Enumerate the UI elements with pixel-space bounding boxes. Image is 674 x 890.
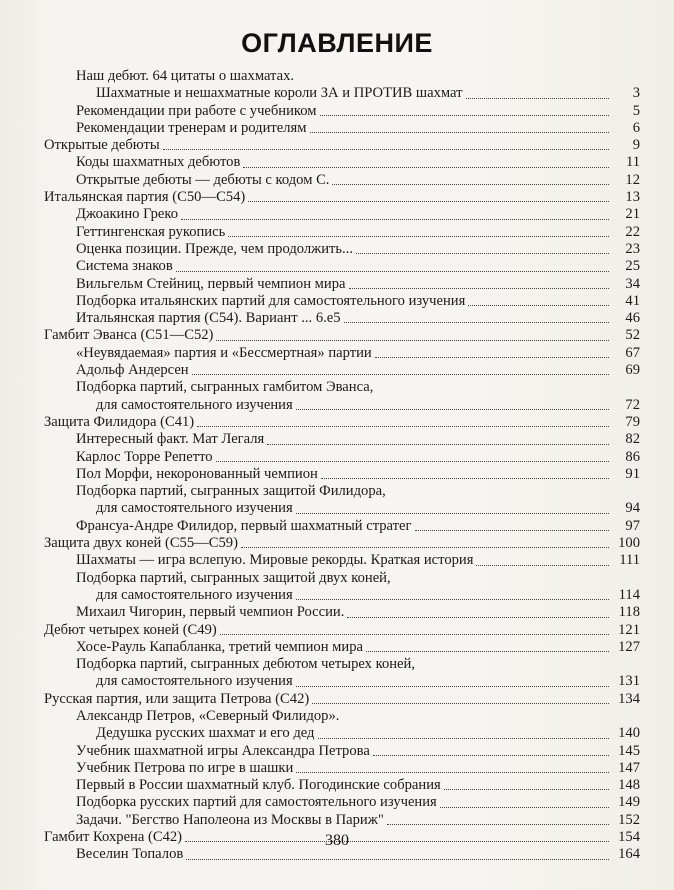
toc-entry bbox=[44, 379, 640, 396]
toc-entry bbox=[44, 639, 640, 656]
toc-entry-page: 127 bbox=[618, 638, 640, 655]
toc-entry-title: Оценка позиции. Прежде, чем продолжить... bbox=[76, 240, 354, 257]
toc-entry-title: для самостоятельного изучения bbox=[96, 586, 293, 603]
dot-leader bbox=[216, 340, 609, 341]
dot-leader bbox=[387, 824, 609, 825]
dot-leader bbox=[197, 426, 609, 427]
toc-entry-title: Учебник шахматной игры Александра Петрова bbox=[76, 742, 370, 759]
toc-entry-title: Карлос Торре Репетто bbox=[76, 448, 213, 465]
toc-entry-page: 41 bbox=[625, 292, 640, 309]
dot-leader bbox=[321, 478, 609, 479]
toc-entry-title: Веселин Топалов bbox=[76, 846, 184, 863]
dot-leader bbox=[347, 617, 609, 618]
toc-entry bbox=[44, 656, 640, 673]
toc-entry-title: Подборка партий, сыгранных защитой двух коней, bbox=[76, 569, 391, 586]
toc-entry-page: 100 bbox=[618, 535, 640, 552]
toc-entry-page: 149 bbox=[618, 794, 640, 811]
toc-entry-title: Итальянская партия (С54). Вариант ... 6.е5 bbox=[76, 310, 341, 327]
dot-leader bbox=[349, 288, 610, 289]
toc-entry bbox=[44, 241, 640, 258]
toc-entry-page: 12 bbox=[625, 171, 640, 188]
dot-leader bbox=[220, 634, 609, 635]
toc-entry bbox=[44, 812, 640, 829]
dot-leader bbox=[176, 271, 609, 272]
toc-entry-page: 6 bbox=[632, 119, 640, 136]
toc-entry-title: Дедушка русских шахмат и его дед bbox=[96, 725, 315, 742]
dot-leader bbox=[440, 807, 609, 808]
toc-entry-title: Интересный факт. Мат Легаля bbox=[76, 431, 265, 448]
toc-entry bbox=[44, 587, 640, 604]
toc-entry bbox=[44, 345, 640, 362]
toc-entry-page: 94 bbox=[625, 500, 640, 517]
toc-entry-title: Шахматные и нешахматные короли ЗА и ПРОТИВ шахмат bbox=[96, 85, 463, 102]
toc-entry-title: для самостоятельного изучения bbox=[96, 673, 293, 690]
dot-leader bbox=[476, 565, 609, 566]
toc-entry-title: Гамбит Эванса (С51—С52) bbox=[44, 327, 214, 344]
toc-entry-page: 3 bbox=[632, 85, 640, 102]
toc-entry bbox=[44, 327, 640, 344]
page-number: 380 bbox=[325, 832, 349, 849]
toc-entry-title: Геттингенская рукопись bbox=[76, 223, 226, 240]
dot-leader bbox=[243, 167, 609, 168]
toc-entry-page: 13 bbox=[625, 189, 640, 206]
toc-entry-title: «Неувядаемая» партия и «Бессмертная» партии bbox=[76, 344, 372, 361]
dot-leader bbox=[468, 305, 609, 306]
toc-entry-title: Франсуа-Андре Филидор, первый шахматный стратег bbox=[76, 517, 412, 534]
toc-entry-page: 22 bbox=[625, 223, 640, 240]
dot-leader bbox=[296, 409, 609, 410]
toc-entry-page: 121 bbox=[618, 621, 640, 638]
toc-entry bbox=[44, 137, 640, 154]
dot-leader bbox=[415, 530, 610, 531]
toc-entry bbox=[44, 397, 640, 414]
toc-entry-page: 69 bbox=[625, 362, 640, 379]
toc-entry bbox=[44, 794, 640, 811]
toc-entry-title: Адольф Андерсен bbox=[76, 362, 189, 379]
toc-entry bbox=[44, 535, 640, 552]
toc-entry bbox=[44, 293, 640, 310]
toc-entry bbox=[44, 604, 640, 621]
toc-entry bbox=[44, 189, 640, 206]
dot-leader bbox=[332, 184, 609, 185]
toc-entry-title: для самостоятельного изучения bbox=[96, 396, 293, 413]
toc-entry-title: Рекомендации при работе с учебником bbox=[76, 102, 317, 119]
toc-entry bbox=[44, 777, 640, 794]
toc-entry-page: 145 bbox=[618, 742, 640, 759]
dot-leader bbox=[248, 201, 609, 202]
toc-entry-page: 91 bbox=[625, 465, 640, 482]
dot-leader bbox=[228, 236, 609, 237]
toc-entry-title: Пол Морфи, некоронованный чемпион bbox=[76, 465, 318, 482]
table-of-contents bbox=[44, 68, 640, 864]
toc-entry bbox=[44, 518, 640, 535]
toc-entry-page: 152 bbox=[618, 811, 640, 828]
dot-leader bbox=[267, 444, 609, 445]
toc-entry bbox=[44, 431, 640, 448]
toc-entry-title: Рекомендации тренерам и родителям bbox=[76, 119, 307, 136]
dot-leader bbox=[444, 789, 609, 790]
toc-entry bbox=[44, 172, 640, 189]
toc-entry bbox=[44, 414, 640, 431]
toc-entry-title: Защита Филидора (С41) bbox=[44, 413, 195, 430]
dot-leader bbox=[241, 547, 609, 548]
toc-entry bbox=[44, 362, 640, 379]
toc-entry bbox=[44, 725, 640, 742]
toc-entry-page: 25 bbox=[625, 258, 640, 275]
toc-entry-page: 154 bbox=[618, 829, 640, 846]
toc-entry bbox=[44, 760, 640, 777]
toc-entry-title: Подборка партий, сыгранных защитой Филидора, bbox=[76, 483, 386, 500]
toc-entry-title: Наш дебют. 64 цитаты о шахматах. bbox=[76, 68, 295, 84]
toc-entry-title: Учебник Петрова по игре в шашки bbox=[76, 759, 294, 776]
toc-entry-title: Задачи. "Бегство Наполеона из Москвы в Париж" bbox=[76, 811, 384, 828]
toc-entry-page: 67 bbox=[625, 344, 640, 361]
toc-entry bbox=[44, 500, 640, 517]
toc-entry bbox=[44, 743, 640, 760]
toc-entry-page: 21 bbox=[625, 206, 640, 223]
toc-entry-page: 148 bbox=[618, 777, 640, 794]
dot-leader bbox=[318, 738, 610, 739]
dot-leader bbox=[310, 132, 610, 133]
dot-leader bbox=[296, 772, 609, 773]
toc-entry-page: 23 bbox=[625, 240, 640, 257]
toc-entry-title: Система знаков bbox=[76, 258, 173, 275]
toc-entry-title: Гамбит Кохрена (С42) bbox=[44, 829, 183, 846]
toc-entry-title: Шахматы — игра вслепую. Мировые рекорды. Краткая история bbox=[76, 552, 474, 569]
dot-leader bbox=[366, 651, 609, 652]
toc-entry bbox=[44, 224, 640, 241]
dot-leader bbox=[216, 461, 609, 462]
dot-leader bbox=[296, 686, 609, 687]
toc-entry-title: для самостоятельного изучения bbox=[96, 500, 293, 517]
toc-entry-page: 52 bbox=[625, 327, 640, 344]
dot-leader bbox=[163, 149, 609, 150]
toc-entry bbox=[44, 552, 640, 569]
dot-leader bbox=[296, 599, 609, 600]
toc-entry-title: Подборка партий, сыгранных дебютом четырех коней, bbox=[76, 656, 415, 673]
toc-entry-page: 46 bbox=[625, 310, 640, 327]
toc-entry bbox=[44, 68, 640, 85]
toc-entry-page: 114 bbox=[618, 586, 640, 603]
toc-entry bbox=[44, 449, 640, 466]
dot-leader bbox=[373, 755, 609, 756]
toc-entry bbox=[44, 276, 640, 293]
dot-leader bbox=[181, 219, 609, 220]
toc-entry-page: 97 bbox=[625, 517, 640, 534]
toc-entry-title: Открытые дебюты bbox=[44, 137, 160, 154]
toc-entry bbox=[44, 258, 640, 275]
toc-entry-title: Вильгельм Стейниц, первый чемпион мира bbox=[76, 275, 346, 292]
toc-entry bbox=[44, 570, 640, 587]
dot-leader bbox=[312, 703, 609, 704]
toc-entry bbox=[44, 708, 640, 725]
toc-entry bbox=[44, 120, 640, 137]
dot-leader bbox=[466, 98, 609, 99]
dot-leader bbox=[356, 253, 609, 254]
toc-entry-title: Первый в России шахматный клуб. Погодинские собрания bbox=[76, 777, 441, 794]
toc-entry-page: 118 bbox=[618, 604, 640, 621]
toc-entry-page: 9 bbox=[632, 137, 640, 154]
dot-leader bbox=[192, 374, 609, 375]
toc-entry-title: Михаил Чигорин, первый чемпион России. bbox=[76, 604, 345, 621]
toc-entry bbox=[44, 310, 640, 327]
page-title: ОГЛАВЛЕНИЕ bbox=[241, 28, 433, 58]
toc-entry-page: 79 bbox=[625, 413, 640, 430]
toc-entry bbox=[44, 85, 640, 102]
toc-entry-title: Русская партия, или защита Петрова (С42) bbox=[44, 690, 310, 707]
toc-entry bbox=[44, 622, 640, 639]
toc-entry-title: Александр Петров, «Северный Филидор». bbox=[76, 707, 340, 724]
toc-entry-page: 111 bbox=[619, 552, 640, 569]
toc-entry-page: 82 bbox=[625, 431, 640, 448]
toc-entry bbox=[44, 103, 640, 120]
toc-entry-page: 147 bbox=[618, 759, 640, 776]
toc-entry-page: 11 bbox=[625, 154, 640, 171]
toc-entry-page: 86 bbox=[625, 448, 640, 465]
toc-entry-title: Итальянская партия (С50—С54) bbox=[44, 189, 246, 206]
toc-entry-page: 5 bbox=[632, 102, 640, 119]
toc-entry-page: 131 bbox=[618, 673, 640, 690]
toc-entry-title: Подборка партий, сыгранных гамбитом Эванса, bbox=[76, 379, 374, 396]
toc-entry-title: Коды шахматных дебютов bbox=[76, 154, 241, 171]
toc-entry-page: 72 bbox=[625, 396, 640, 413]
toc-entry-page: 140 bbox=[618, 725, 640, 742]
dot-leader bbox=[186, 859, 609, 860]
dot-leader bbox=[296, 513, 609, 514]
toc-entry-title: Дебют четырех коней (С49) bbox=[44, 621, 217, 638]
toc-entry-page: 34 bbox=[625, 275, 640, 292]
toc-entry-title: Подборка итальянских партий для самостоятельного изучения bbox=[76, 292, 466, 309]
dot-leader bbox=[344, 322, 609, 323]
toc-entry bbox=[44, 691, 640, 708]
dot-leader bbox=[375, 357, 609, 358]
toc-entry bbox=[44, 466, 640, 483]
toc-entry-title: Джоакино Греко bbox=[76, 206, 179, 223]
toc-entry bbox=[44, 154, 640, 171]
toc-entry bbox=[44, 206, 640, 223]
toc-entry-title: Подборка русских партий для самостоятельного изучения bbox=[76, 794, 437, 811]
toc-entry bbox=[44, 483, 640, 500]
toc-entry-title: Хосе-Рауль Капабланка, третий чемпион мира bbox=[76, 638, 363, 655]
toc-entry-page: 134 bbox=[618, 690, 640, 707]
toc-entry-title: Открытые дебюты — дебюты с кодом С. bbox=[76, 171, 330, 188]
toc-entry bbox=[44, 673, 640, 690]
toc-entry-page: 164 bbox=[618, 846, 640, 863]
dot-leader bbox=[320, 115, 609, 116]
toc-entry-title: Защита двух коней (С55—С59) bbox=[44, 535, 238, 552]
